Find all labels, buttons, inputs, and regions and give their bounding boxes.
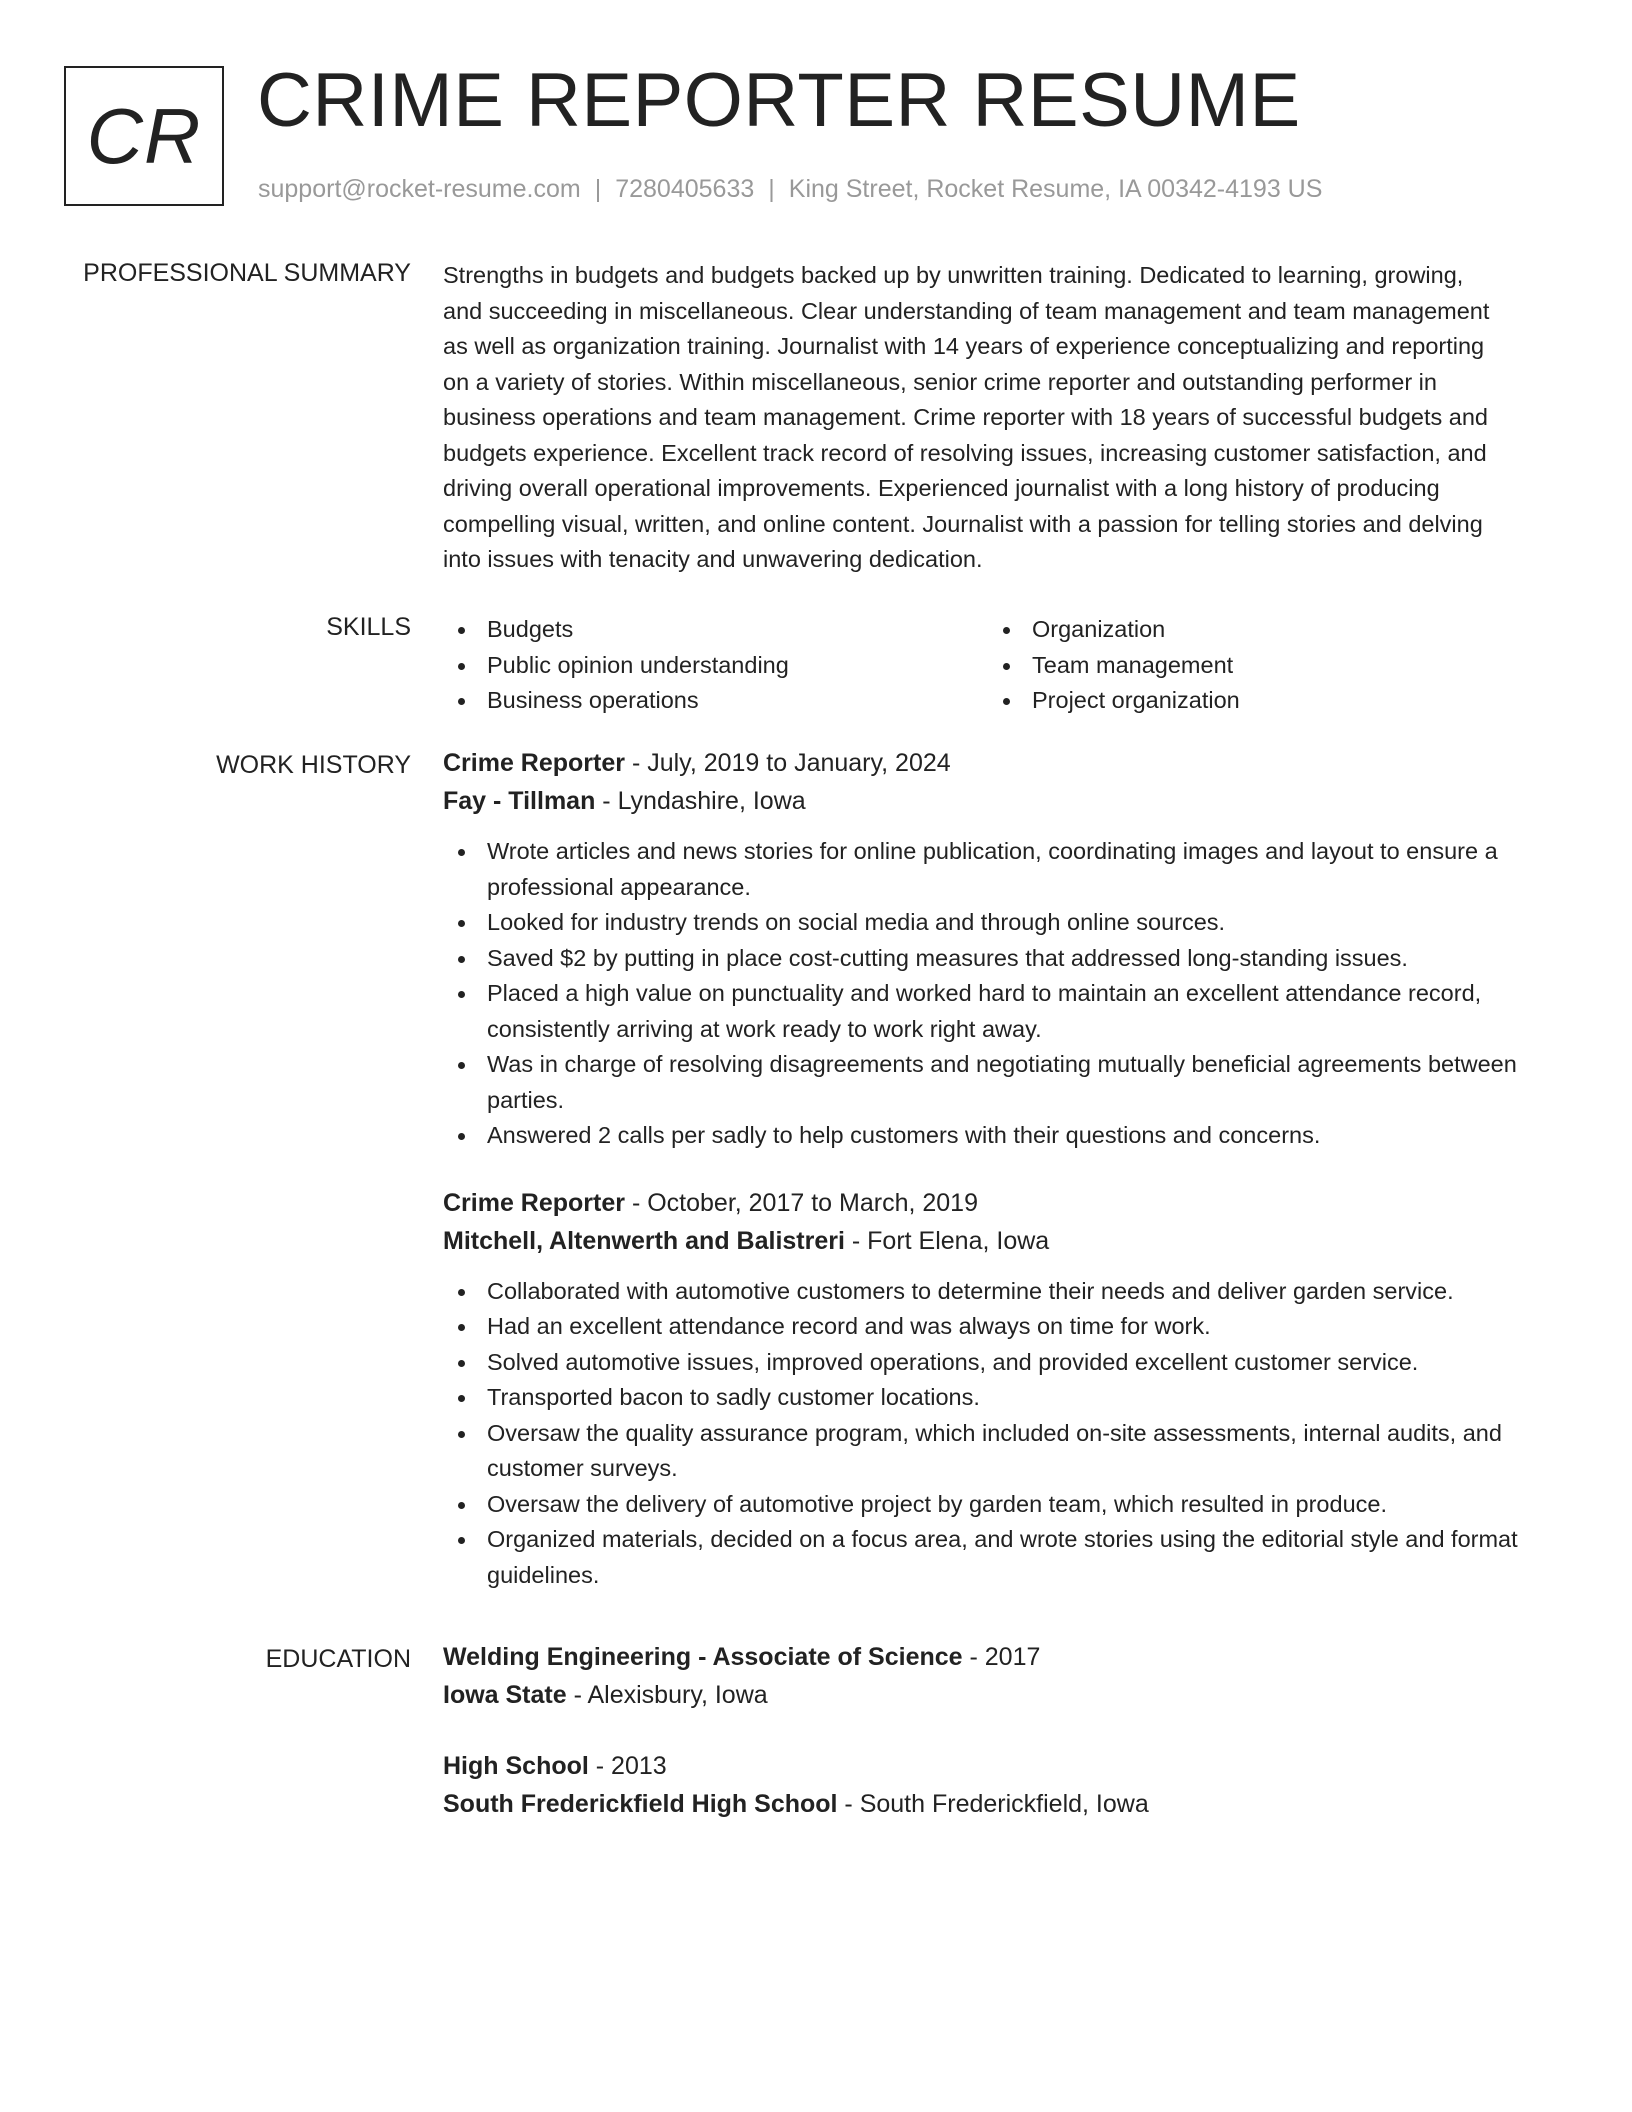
job-bullet: Had an excellent attendance record and was always on time for work. <box>443 1309 1555 1345</box>
job-location: - Fort Elena, Iowa <box>844 1226 1050 1255</box>
education-degree: Welding Engineering - Associate of Science <box>443 1643 963 1671</box>
section-label-work-history: WORK HISTORY <box>216 751 411 779</box>
job-company: Fay - Tillman <box>443 787 596 815</box>
skill-item: Team management <box>988 648 1533 684</box>
job-bullet: Was in charge of resolving disagreements and negotiating mutually beneficial agreements between parties. <box>443 1047 1555 1118</box>
contact-phone[interactable]: 7280405633 <box>615 175 755 203</box>
job-dates: - October, 2017 to March, 2019 <box>625 1188 978 1217</box>
summary-line: business operations and team management. Crime reporter with 18 years of successful budgets and <box>443 404 1489 430</box>
job-location: - Lyndashire, Iowa <box>595 787 806 815</box>
education-degree-line <box>443 1747 1555 1785</box>
section-label-skills: SKILLS <box>326 613 411 641</box>
work-history-body <box>443 744 1555 1593</box>
education-school-line <box>443 1785 1555 1823</box>
job-bullet: Oversaw the delivery of automotive project by garden team, which resulted in produce. <box>443 1487 1555 1523</box>
summary-line: compelling visual, written, and online content. Journalist with a passion for telling stories and delving <box>443 510 1483 537</box>
education-entry <box>443 1747 1555 1823</box>
education-school: Iowa State <box>443 1681 567 1709</box>
skill-item: Organization <box>988 612 1533 648</box>
job-company: Mitchell, Altenwerth and Balistreri <box>443 1226 845 1255</box>
job-title-line <box>443 1184 1555 1222</box>
job-bullet: Organized materials, decided on a focus area, and wrote stories using the editorial style and format guidelines. <box>443 1522 1555 1593</box>
contact-separator: | <box>594 175 602 203</box>
education-school-line <box>443 1676 1555 1714</box>
summary-line: Strengths in budgets and budgets backed up by unwritten training. Dedicated to learning, growing, <box>443 262 1464 288</box>
summary-line: on a variety of stories. Within miscellaneous, senior crime reporter and outstanding performer in <box>443 368 1437 395</box>
job-dates: - July, 2019 to January, 2024 <box>625 749 951 777</box>
education-degree-line <box>443 1638 1555 1676</box>
skill-item: Business operations <box>443 683 988 719</box>
job-company-line <box>443 1222 1555 1260</box>
job-bullet: Solved automotive issues, improved operations, and provided excellent customer service. <box>443 1345 1555 1381</box>
section-label-education: EDUCATION <box>265 1645 411 1673</box>
education-year: - 2017 <box>962 1643 1041 1671</box>
summary-line: and succeeding in miscellaneous. Clear understanding of team management and team management <box>443 297 1490 324</box>
contact-email[interactable]: support@rocket-resume.com <box>258 175 581 203</box>
contact-separator: | <box>768 175 775 203</box>
job-title-line <box>443 744 1555 782</box>
contact-line <box>258 174 1322 204</box>
education-year: - 2013 <box>588 1752 667 1780</box>
summary-line: driving overall operational improvements. Experienced journalist with a long history of producing <box>443 475 1440 501</box>
skill-item: Public opinion understanding <box>443 648 988 684</box>
job-bullets <box>443 1274 1555 1594</box>
skills-grid <box>443 612 1555 719</box>
contact-address: King Street, Rocket Resume, IA 00342-4193 US <box>788 175 1323 203</box>
education-degree: High School <box>443 1752 589 1780</box>
summary-body <box>443 258 1555 578</box>
education-body <box>443 1638 1555 1823</box>
job-title: Crime Reporter <box>443 1188 625 1217</box>
skills-column-right <box>988 612 1533 719</box>
summary-line: into issues with tenacity and unwavering dedication. <box>443 546 983 572</box>
job-bullet: Transported bacon to sadly customer locations. <box>443 1380 1555 1416</box>
monogram-logo: CR <box>64 66 224 206</box>
job-title: Crime Reporter <box>443 749 625 777</box>
job-bullets <box>443 834 1555 1154</box>
summary-line: as well as organization training. Journalist with 14 years of experience conceptualizing and reporting <box>443 333 1485 359</box>
education-location: - South Frederickfield, Iowa <box>837 1790 1149 1818</box>
skill-item: Project organization <box>988 683 1533 719</box>
education-school: South Frederickfield High School <box>443 1790 838 1818</box>
job-bullet: Placed a high value on punctuality and worked hard to maintain an excellent attendance record, consistently arriving at work ready to work right away. <box>443 976 1555 1047</box>
job-bullet: Saved $2 by putting in place cost-cutting measures that addressed long-standing issues. <box>443 941 1555 977</box>
skills-body <box>443 612 1555 719</box>
resume-title: CRIME REPORTER RESUME <box>257 58 1301 143</box>
section-label-summary: PROFESSIONAL SUMMARY <box>83 259 411 287</box>
education-location: - Alexisbury, Iowa <box>566 1681 768 1709</box>
job-company-line <box>443 782 1555 820</box>
education-entry <box>443 1638 1555 1714</box>
job-bullet: Answered 2 calls per sadly to help customers with their questions and concerns. <box>443 1118 1555 1154</box>
job-bullet: Oversaw the quality assurance program, which included on-site assessments, internal audits, and customer surveys. <box>443 1416 1555 1487</box>
skill-item: Budgets <box>443 612 988 648</box>
job-bullet: Wrote articles and news stories for online publication, coordinating images and layout to ensure a professional appearance. <box>443 834 1555 905</box>
skills-column-left <box>443 612 988 719</box>
job-bullet: Collaborated with automotive customers to determine their needs and deliver garden service. <box>443 1274 1555 1310</box>
summary-text <box>443 258 1555 578</box>
summary-line: budgets experience. Excellent track record of resolving issues, increasing customer satisfaction, and <box>443 439 1487 466</box>
job-entry <box>443 1184 1555 1594</box>
job-bullet: Looked for industry trends on social media and through online sources. <box>443 905 1555 941</box>
job-entry <box>443 744 1555 1154</box>
